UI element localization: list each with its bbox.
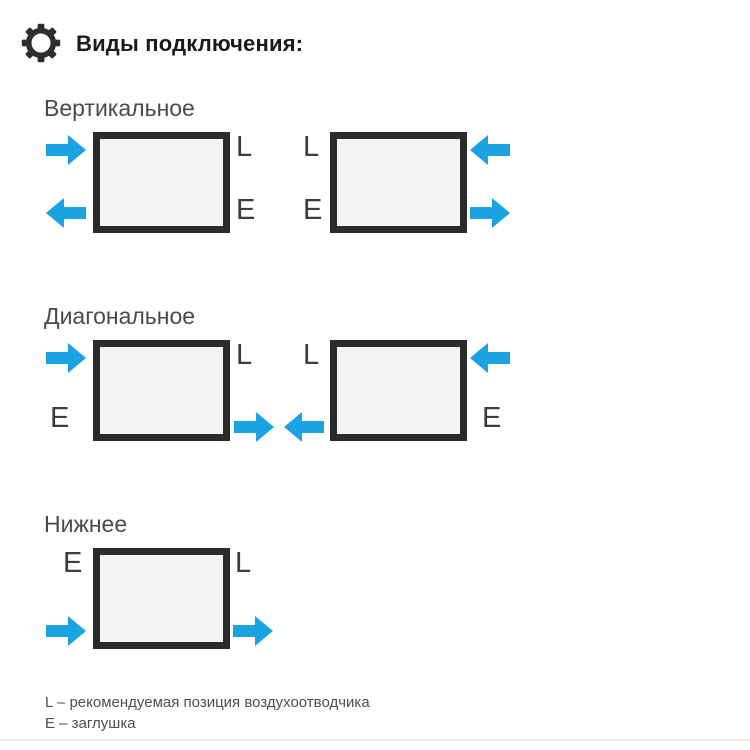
flow-arrow-right-icon bbox=[233, 616, 273, 646]
bottom-divider bbox=[0, 739, 750, 741]
flow-arrow-right-icon bbox=[46, 616, 86, 646]
section-title-vertical: Вертикальное bbox=[44, 95, 195, 121]
legend-line-plug: E – заглушка bbox=[45, 715, 136, 732]
vent-position-label: L bbox=[236, 131, 253, 163]
page-title: Виды подключения: bbox=[76, 31, 304, 56]
plug-position-label: E bbox=[482, 402, 502, 434]
flow-arrow-right-icon bbox=[470, 198, 510, 228]
flow-arrow-right-icon bbox=[234, 412, 274, 442]
vent-position-label: L bbox=[235, 547, 252, 579]
vent-position-label: L bbox=[303, 131, 320, 163]
flow-arrow-right-icon bbox=[46, 343, 86, 373]
flow-arrow-left-icon bbox=[470, 135, 510, 165]
radiator-body bbox=[330, 340, 467, 441]
plug-position-label: E bbox=[63, 547, 83, 579]
vent-position-label: L bbox=[303, 339, 320, 371]
radiator-body bbox=[93, 132, 230, 233]
plug-position-label: E bbox=[236, 194, 256, 226]
section-title-diagonal: Диагональное bbox=[44, 303, 196, 329]
flow-arrow-left-icon bbox=[284, 412, 324, 442]
radiator-body bbox=[93, 340, 230, 441]
legend bbox=[45, 692, 370, 734]
flow-arrow-left-icon bbox=[470, 343, 510, 373]
flow-arrow-left-icon bbox=[46, 198, 86, 228]
gear-icon bbox=[21, 23, 61, 63]
section-title-bottom: Нижнее bbox=[44, 511, 128, 537]
flow-arrow-right-icon bbox=[46, 135, 86, 165]
plug-position-label: E bbox=[303, 194, 323, 226]
legend-line-vent: L – рекомендуемая позиция воздухоотводчика bbox=[45, 694, 370, 711]
plug-position-label: E bbox=[50, 402, 70, 434]
vent-position-label: L bbox=[236, 339, 253, 371]
radiator-body bbox=[330, 132, 467, 233]
radiator-body bbox=[93, 548, 230, 649]
